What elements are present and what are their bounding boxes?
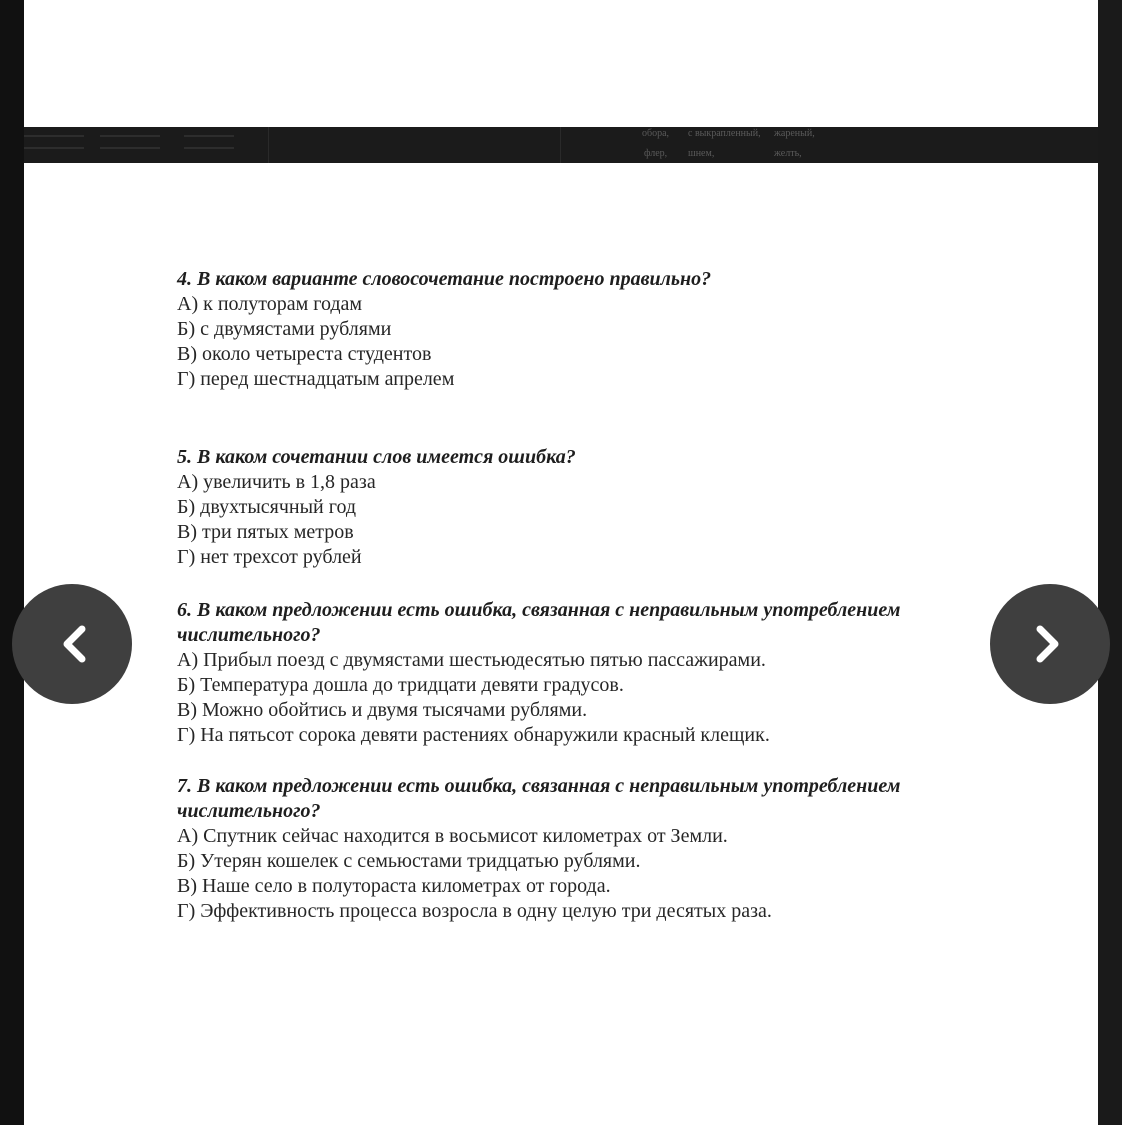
viewer-right-edge <box>1098 0 1122 1125</box>
faint-line <box>24 135 84 137</box>
question-5 <box>177 445 1007 570</box>
answer-option: Г) На пятьсот сорока девяти растениях обнаружили красный клещик. <box>177 724 770 746</box>
chevron-right-icon <box>990 584 1110 704</box>
chevron-left-icon <box>12 584 132 704</box>
column-separator <box>560 127 561 163</box>
answer-option: Г) Эффективность процесса возросла в одну целую три десятых раза. <box>177 900 772 922</box>
answer-option: Б) с двумястами рублями <box>177 318 392 340</box>
peek-text: желть, <box>774 148 802 159</box>
answer-option: В) три пятых метров <box>177 521 354 543</box>
next-image-button[interactable] <box>990 584 1110 704</box>
answer-option: В) Наше село в полутораста километрах от города. <box>177 875 611 897</box>
column-separator <box>268 127 269 163</box>
answer-option: А) увеличить в 1,8 раза <box>177 471 376 493</box>
faint-line <box>100 147 160 149</box>
answer-option: Г) перед шестнадцатым апрелем <box>177 368 455 390</box>
question-title: 6. В каком предложении есть ошибка, связанная с неправильным употреблением <box>177 599 901 621</box>
answer-option: Б) Температура дошла до тридцати девяти градусов. <box>177 674 624 696</box>
document-page <box>24 163 1098 1125</box>
question-title: 5. В каком сочетании слов имеется ошибка? <box>177 446 576 468</box>
question-7 <box>177 774 1007 924</box>
answer-option: В) Можно обойтись и двумя тысячами рублями. <box>177 699 588 721</box>
peek-text: обора, <box>642 128 670 139</box>
question-6 <box>177 598 1007 748</box>
question-title-continuation: числительного? <box>177 800 321 822</box>
peek-text: шнем, <box>688 148 715 159</box>
question-title-continuation: числительного? <box>177 624 321 646</box>
page-gap-strip <box>24 127 1098 163</box>
faint-line <box>184 147 234 149</box>
answer-option: А) Прибыл поезд с двумястами шестьюдесятью пятью пассажирами. <box>177 649 766 671</box>
answer-option: Г) нет трехсот рублей <box>177 546 362 568</box>
peek-text: с выкрапленный, <box>688 128 761 139</box>
viewer-left-edge <box>0 0 24 1125</box>
answer-option: Б) двухтысячный год <box>177 496 357 518</box>
peek-text: жареный, <box>774 128 815 139</box>
questions-content <box>177 267 1007 924</box>
answer-option: А) к полуторам годам <box>177 293 363 315</box>
answer-option: А) Спутник сейчас находится в восьмисот километрах от Земли. <box>177 825 728 847</box>
peek-text: флер, <box>644 148 668 159</box>
previous-image-button[interactable] <box>12 584 132 704</box>
faint-line <box>24 147 84 149</box>
question-title: 7. В каком предложении есть ошибка, связанная с неправильным употреблением <box>177 775 901 797</box>
faint-line <box>184 135 234 137</box>
answer-option: В) около четыреста студентов <box>177 343 432 365</box>
answer-option: Б) Утерян кошелек с семьюстами тридцатью рублями. <box>177 850 641 872</box>
question-4 <box>177 267 1007 392</box>
question-title: 4. В каком варианте словосочетание построено правильно? <box>177 268 712 290</box>
faint-line <box>100 135 160 137</box>
previous-page-bottom <box>24 0 1098 127</box>
